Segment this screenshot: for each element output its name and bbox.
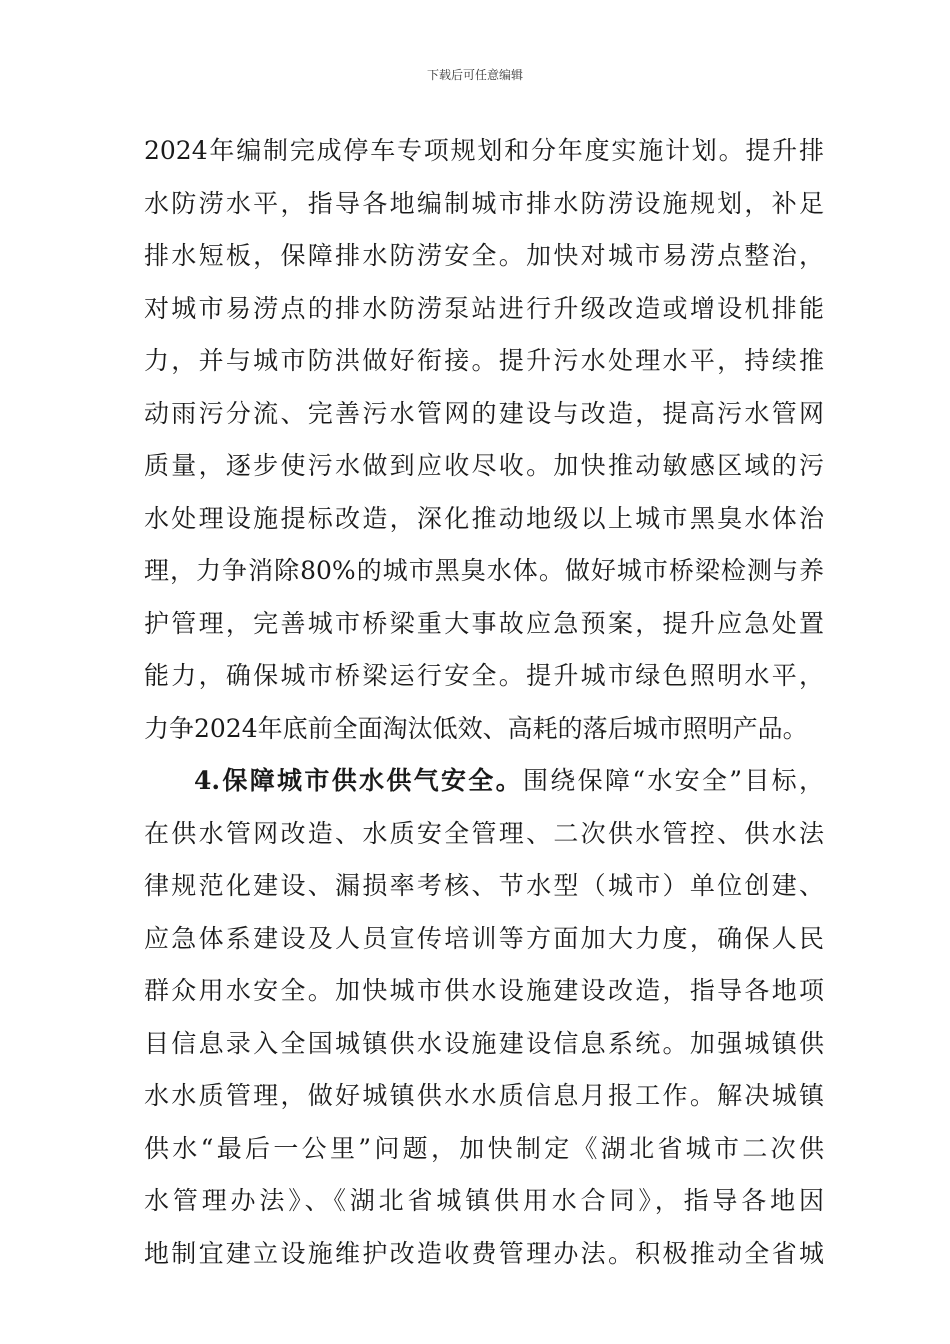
text-line: 2024年编制完成停车专项规划和分年度实施计划。提升排 [144, 136, 824, 165]
document-body [144, 125, 824, 1280]
text-line: 护管理，完善城市桥梁重大事故应急预案，提升应急处置 [144, 608, 824, 638]
text-line: 能力，确保城市桥梁运行安全。提升城市绿色照明水平， [144, 661, 824, 690]
text-line: 理，力争消除80%的城市黑臭水体。做好城市桥梁检测与养 [144, 556, 824, 585]
paragraph-first-line [144, 755, 824, 808]
text-line: 对城市易涝点的排水防涝泵站进行升级改造或增设机排能 [144, 293, 824, 323]
text-line: 应急体系建设及人员宣传培训等方面加大力度，确保人民 [144, 923, 824, 953]
section-heading: 4.保障城市供水供气安全。 [194, 766, 523, 795]
text-line: 力，并与城市防洪做好衔接。提升污水处理水平，持续推 [144, 346, 824, 375]
paragraph-parking-drainage [144, 125, 824, 755]
text-line: 力争2024年底前全面淘汰低效、高耗的落后城市照明产品。 [144, 713, 808, 743]
text-line: 动雨污分流、完善污水管网的建设与改造，提高污水管网 [144, 398, 824, 428]
paragraph-water-gas-safety [144, 755, 824, 1280]
text-line: 排水短板，保障排水防涝安全。加快对城市易涝点整治， [144, 241, 824, 270]
text-line: 水处理设施提标改造，深化推动地级以上城市黑臭水体治 [144, 503, 824, 533]
text-line: 在供水管网改造、水质安全管理、二次供水管控、供水法 [144, 818, 824, 848]
page-header: 下载后可任意编辑 [426, 68, 523, 82]
text-line: 群众用水安全。加快城市供水设施建设改造，指导各地项 [144, 976, 824, 1005]
text-line: 水管理办法》、《湖北省城镇供用水合同》，指导各地因 [144, 1186, 824, 1215]
text-line: 质量，逐步使污水做到应收尽收。加快推动敏感区域的污 [144, 451, 824, 480]
text-line: 水防涝水平，指导各地编制城市排水防涝设施规划，补足 [144, 188, 824, 218]
text-line: 水水质管理，做好城镇供水水质信息月报工作。解决城镇 [144, 1081, 824, 1110]
text-line: 供水“最后一公里”问题，加快制定《湖北省城市二次供 [144, 1133, 824, 1163]
text-span: 围绕保障“水安全”目标， [522, 766, 825, 795]
text-line: 目信息录入全国城镇供水设施建设信息系统。加强城镇供 [144, 1028, 824, 1058]
text-line: 律规范化建设、漏损率考核、节水型（城市）单位创建、 [144, 871, 824, 900]
text-line: 地制宜建立设施维护改造收费管理办法。积极推动全省城 [144, 1238, 824, 1268]
